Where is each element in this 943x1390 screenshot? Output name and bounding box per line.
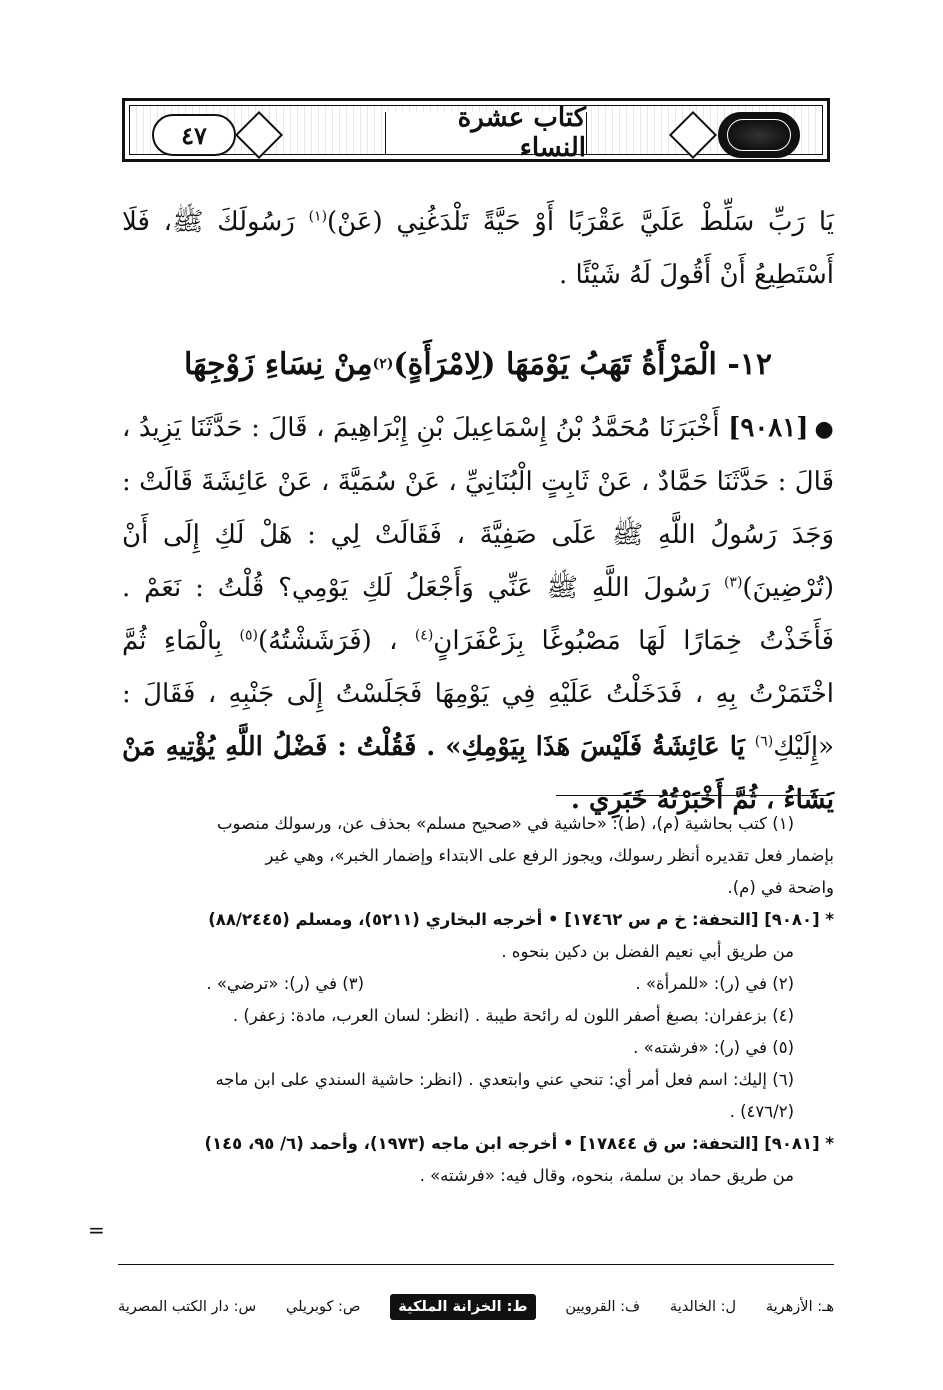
heading-text: مِنْ نِسَاءِ زَوْجِهَا	[183, 346, 373, 382]
footnote-ref-6: (٦)	[754, 733, 774, 750]
legend-item: س: دار الكتب المصرية	[118, 1299, 257, 1315]
footnote-divider	[556, 795, 830, 796]
legend-item: هـ: الأزهرية	[765, 1299, 834, 1315]
footnotes	[118, 808, 834, 1192]
legend-item: ص: كوبريلي	[286, 1299, 361, 1315]
footnote-3: (٣) في (ر): «ترضي» .	[206, 974, 364, 993]
heading-text: ١٢- الْمَرْأَةُ تَهَبُ يَوْمَهَا (لِامْرَأَةٍ)	[393, 346, 773, 382]
legend-item-highlighted: ط: الخزانة الملكية	[390, 1294, 535, 1320]
footnote-4: (٤) بزعفران: بصبغ أصفر اللون له رائحة طيبة . (انظر: لسان العرب، مادة: زعفر) .	[232, 1006, 794, 1025]
text-run: رَسُولَكَ ﷺ، فَلَا أَسْتَطِيعُ أَنْ أَقُولَ لَهُ شَيْئًا .	[122, 207, 834, 290]
takhrij-9081: * [٩٠٨١] [التحفة: س ق ١٧٨٤٤] • أخرجه ابن ماجه (١٩٧٣)، وأحمد (٦/ ٩٥، ١٤٥)	[204, 1134, 834, 1153]
footnote-1-line: (١) كتب بحاشية (م)، (ط): «حاشية في «صحيح مسلم» بحذف عن، ورسولك منصوب	[217, 814, 794, 833]
page-number: ٤٧	[152, 114, 236, 156]
footnotes-2-3-row	[118, 968, 834, 1000]
legend-divider	[118, 1264, 834, 1265]
ornament-right-icon	[669, 111, 717, 159]
legend-item: ف: القرويين	[565, 1299, 641, 1315]
footnote-6-line: (٦) إليك: اسم فعل أمر أي: تنحي عني وابتعدي . (انظر: حاشية السندي على ابن ماجه	[215, 1070, 794, 1089]
page-header	[122, 98, 830, 162]
footnote-ref-3: (٣)	[723, 574, 743, 591]
text-run: بِالْمَاءِ ثُمَّ اخْتَمَرْتُ بِهِ ، فَدَخَلْتُ عَلَيْهِ فِي يَوْمِهَا فَجَلَسْتُ إِلَى جَنْبِهِ ، فَقَالَ : «إِلَيْكِ	[122, 626, 834, 762]
publisher-logo-icon	[718, 112, 800, 158]
bullet-icon: ●	[814, 417, 834, 442]
hadith-paragraph	[122, 402, 834, 827]
takhrij-9080: * [٩٠٨٠] [التحفة: خ م س ١٧٤٦٢] • أخرجه البخاري (٥٢١١)، ومسلم (٨٨/٢٤٤٥)	[208, 910, 834, 929]
text-run: يَا عَائِشَةُ فَلَيْسَ هَذَا بِيَوْمِكِ» . فَقُلْتُ : فَضْلُ اللَّهِ يُؤْتِيهِ مَنْ يَشَاءُ ، ثُمَّ أَخْبَرْتُهُ خَبَرِي .	[122, 732, 834, 815]
footnote-6-line: (٤٧٦/٢) .	[729, 1102, 794, 1121]
manuscript-legend	[118, 1290, 834, 1324]
section-heading: ١٢- الْمَرْأَةُ تَهَبُ يَوْمَهَا (لِامْرَأَةٍ) (٢) مِنْ نِسَاءِ زَوْجِهَا	[183, 346, 773, 382]
takhrij-9080-cont: من طريق أبي نعيم الفضل بن دكين بنحوه .	[501, 942, 794, 961]
footnote-5: (٥) في (ر): «فرشته» .	[633, 1038, 794, 1057]
hadith-number: [٩٠٨١]	[728, 413, 809, 443]
legend-item: ل: الخالدية	[669, 1299, 737, 1315]
paragraph-continuation	[122, 196, 834, 302]
footnote-ref-1: (١)	[308, 208, 328, 225]
footnote-1-line: بإضمار فعل تقديره أنظر رسولك، ويجوز الرفع على الابتداء وإضمار الخبر»، وهي غير	[265, 846, 834, 865]
ornament-left-icon	[235, 111, 283, 159]
text-run: ، (فَرَشَشْتُهُ)	[257, 626, 415, 656]
text-run: يَا رَبِّ سَلِّطْ عَلَيَّ عَقْرَبًا أَوْ حَيَّةً تَلْدَغُنِي (عَنْ)	[327, 207, 834, 237]
footnote-2: (٢) في (ر): «للمرأة» .	[635, 974, 794, 993]
header-ornament-band	[129, 103, 823, 163]
takhrij-9081-cont: من طريق حماد بن سلمة، بنحوه، وقال فيه: «فرشته» .	[419, 1166, 794, 1185]
text-run: رَسُولَ اللَّهِ ﷺ عَنِّي وَأَجْعَلُ لَكِ يَوْمِي؟ قُلْتُ : نَعَمْ . فَأَخَذْتُ خِمَارًا لَهَا مَصْبُوغًا بِزَعْفَرَانٍ	[122, 573, 834, 656]
text-run: أَخْبَرَنَا مُحَمَّدُ بْنُ إِسْمَاعِيلَ بْنِ إِبْرَاهِيمَ ، قَالَ : حَدَّثَنَا يَزِيدُ ، قَالَ : حَدَّثَنَا حَمَّادٌ ، عَنْ ثَابِتٍ الْبُنَانِيِّ ، عَنْ سُمَيَّةَ ، عَنْ عَائِشَةَ قَالَتْ : وَجَدَ رَسُولُ اللَّهِ ﷺ عَلَى صَفِيَّةَ ، فَقَالَتْ لِي : هَلْ لَكِ إِلَى أَنْ (تُرْضِينَ)	[122, 413, 834, 603]
continuation-mark: =	[88, 1218, 105, 1242]
footnote-ref-4: (٤)	[414, 627, 434, 644]
footnote-ref-5: (٥)	[239, 627, 258, 644]
footnote-1-line: واضحة في (م).	[727, 878, 834, 897]
book-title: كتاب عشرة النساء	[385, 112, 587, 154]
